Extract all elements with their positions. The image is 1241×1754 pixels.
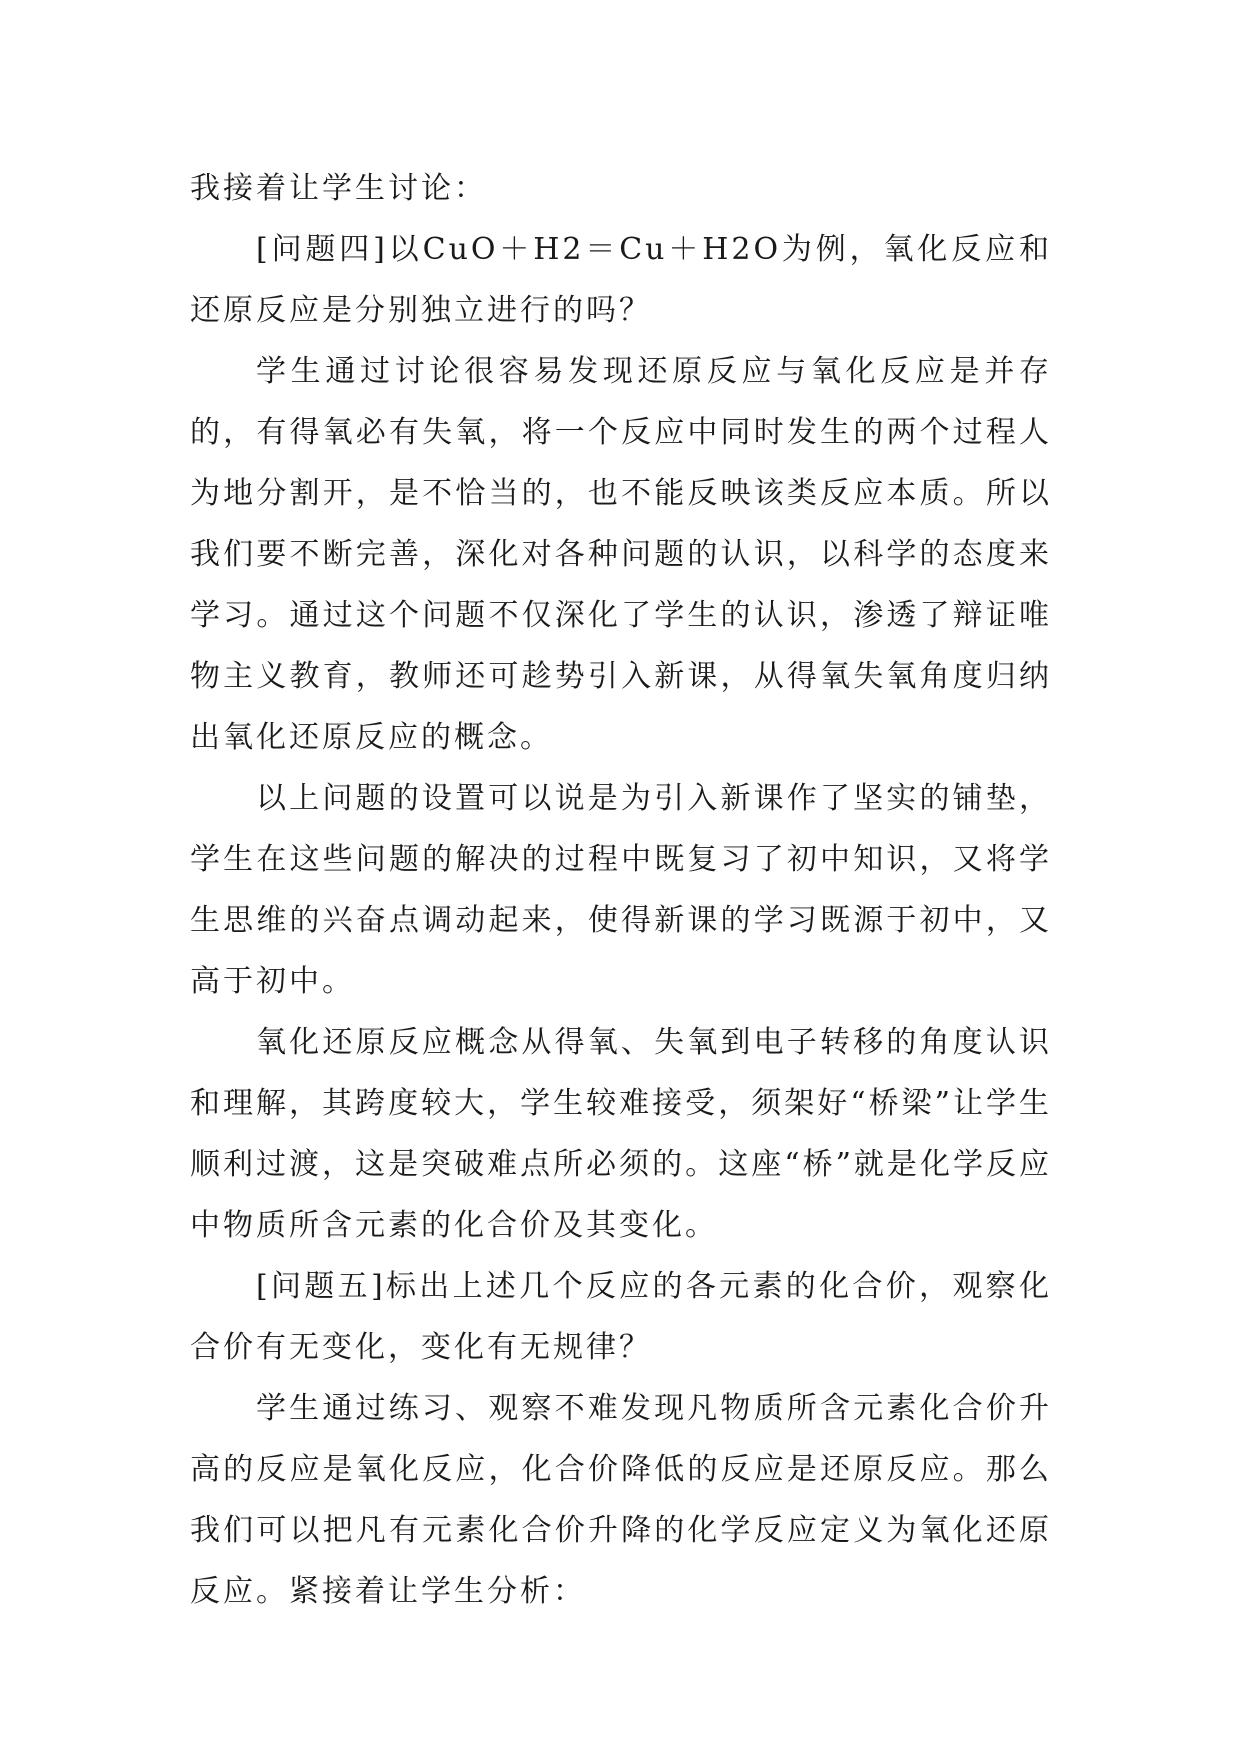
- paragraph-discussion: 学生通过讨论很容易发现还原反应与氧化反应是并存的，有得氧必有失氧，将一个反应中同时发生的两个过程人为地分割开，是不恰当的，也不能反映该类反应本质。所以我们要不断完善，深化对各种问题的认识，以科学的态度来学习。通过这个问题不仅深化了学生的认识，渗透了辩证唯物主义教育，教师还可趁势引入新课，从得氧失氧角度归纳出氧化还原反应的概念。: [190, 354, 1052, 755]
- document-body: [190, 158, 1052, 1622]
- paragraph-intro: 我接着让学生讨论：: [190, 171, 487, 206]
- paragraph-setup: 以上问题的设置可以说是为引入新课作了坚实的铺垫，学生在这些问题的解决的过程中既复习了初中知识，又将学生思维的兴奋点调动起来，使得新课的学习既源于初中，又高于初中。: [190, 781, 1052, 999]
- paragraph-conclusion: 学生通过练习、观察不难发现凡物质所含元素化合价升高的反应是氧化反应，化合价降低的反应是还原反应。那么我们可以把凡有元素化合价升降的化学反应定义为氧化还原反应。紧接着让学生分析：: [190, 1391, 1052, 1609]
- paragraph-question-4: [问题四]以CuO＋H2＝Cu＋H2O为例，氧化反应和还原反应是分别独立进行的吗？: [190, 232, 1052, 328]
- paragraph-bridge: 氧化还原反应概念从得氧、失氧到电子转移的角度认识和理解，其跨度较大，学生较难接受，须架好“桥梁”让学生顺利过渡，这是突破难点所必须的。这座“桥”就是化学反应中物质所含元素的化合价及其变化。: [190, 1025, 1052, 1243]
- paragraph-question-5: [问题五]标出上述几个反应的各元素的化合价，观察化合价有无变化，变化有无规律？: [190, 1269, 1052, 1365]
